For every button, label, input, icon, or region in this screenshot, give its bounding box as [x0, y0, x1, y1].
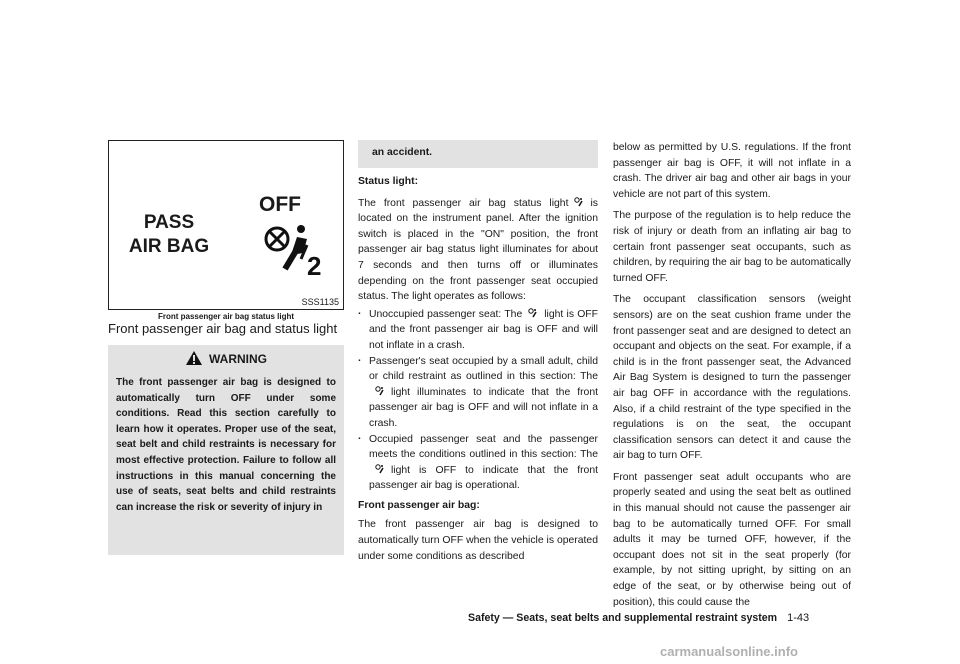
- airbag-off-icon: [375, 386, 385, 397]
- bullet-text-b: light illuminates to indicate that the front passenger air bag is OFF and will not inflate in a crash.: [369, 386, 598, 429]
- column-3: [613, 140, 851, 610]
- pass-line2: AIR BAG: [128, 236, 210, 257]
- airbag-heading: Front passenger air bag:: [358, 499, 480, 511]
- footer-chapter: Safety — Seats, seat belts and supplemental restraint system: [468, 612, 778, 624]
- list-item: [358, 307, 598, 354]
- status-p2: is located on the instrument panel. After the ignition switch is placed in the "ON" position, the front passenger air bag status light illuminates for about 7 seconds and then turns off or illuminates depending on the front passenger seat occupied status. The light operates as follows:: [358, 197, 598, 303]
- bullet-text-b: light is OFF and the front passenger air bag is OFF and will not inflate in a crash.: [369, 308, 598, 351]
- airbag-paragraph: The front passenger air bag is designed to automatically turn OFF when the vehicle is operated under some conditions as described: [358, 519, 598, 562]
- pass-line1: PASS: [143, 212, 195, 233]
- section-title: Front passenger air bag and status light: [108, 321, 338, 336]
- off-label: OFF: [259, 193, 301, 216]
- svg-text:2: 2: [307, 251, 322, 279]
- watermark: carmanualsonline.info: [660, 644, 798, 659]
- bullet-text-a: Unoccupied passenger seat: The: [369, 308, 523, 320]
- warning-heading-text: WARNING: [209, 352, 267, 366]
- col3-paragraph-2: The purpose of the regulation is to help reduce the risk of injury or death from an inflating air bag to certain front passenger seat occupants, such as children, by requiring the air bag to be automatically turned OFF.: [613, 210, 851, 284]
- column-2: [358, 174, 598, 564]
- figure-caption: Front passenger air bag status light: [157, 312, 295, 321]
- warning-heading: [108, 350, 344, 369]
- warning-continuation-band: [358, 140, 598, 168]
- warning-continuation: an accident.: [372, 147, 433, 158]
- status-light-paragraph: [358, 196, 598, 305]
- status-p1: The front passenger air bag status light: [358, 197, 569, 209]
- status-bullet-list: [358, 307, 598, 494]
- figure-panel: [108, 140, 344, 310]
- col3-paragraph-4: Front passenger seat adult occupants who are properly seated and using the seat belt as outlined in this manual should not cause the passenger air bag to be automatically turned OFF. For small adults it may be turned OFF, however, if the occupant does not sit in the seat properly (for example, by not sitting upright, by sitting on an edge of the seat, or by otherwise being out of position), this could cause the: [613, 471, 851, 608]
- pass-airbag-label: [109, 211, 229, 259]
- page-number: 1-43: [787, 612, 810, 624]
- bullet-text-a: Occupied passenger seat and the passenger meets the conditions outlined in this section: The: [369, 433, 598, 461]
- col3-paragraph-3: The occupant classification sensors (weight sensors) are on the seat cushion frame under the front passenger seat and are designed to detect an occupant and objects on the seat. For example, if a child is in the front passenger seat, the Advanced Air Bag System is designed to turn the passenger air bag OFF in accordance with the regulations. Also, if a child restraint of the type specified in the regulations is on the seat, the occupant classification sensors can detect it and cause the air bag to turn OFF.: [613, 294, 851, 462]
- airbag-off-icon: [528, 308, 538, 319]
- airbag-off-icon: [257, 219, 329, 279]
- airbag-off-icon: [375, 464, 385, 475]
- warning-box: [108, 345, 344, 555]
- bullet-text-b: light is OFF to indicate that the front passenger air bag is operational.: [369, 464, 598, 492]
- bullet-text-a: Passenger's seat occupied by a small adult, child or child restraint as outlined in this section: The: [369, 355, 598, 383]
- list-item: [358, 354, 598, 432]
- warning-triangle-icon: [185, 350, 203, 369]
- warning-body: The front passenger air bag is designed to automatically turn OFF under some conditions. Read this section carefully to learn how it operates. Proper use of the seat, seat belt and child restraints is necessary for most effective protection. Failure to follow all instructions in this manual concerning the use of seats, seat belts and child restraints can increase the risk or severity of injury in: [116, 377, 336, 513]
- airbag-off-icon: [574, 197, 584, 208]
- page-footer: [468, 612, 809, 624]
- figure-code: SSS1135: [301, 297, 339, 307]
- list-item: [358, 432, 598, 494]
- col3-paragraph-1: below as permitted by U.S. regulations. If the front passenger air bag is OFF, it will not inflate in a crash. The driver air bag and other air bags in your vehicle are not part of this system.: [613, 142, 851, 200]
- status-light-heading: Status light:: [358, 176, 419, 187]
